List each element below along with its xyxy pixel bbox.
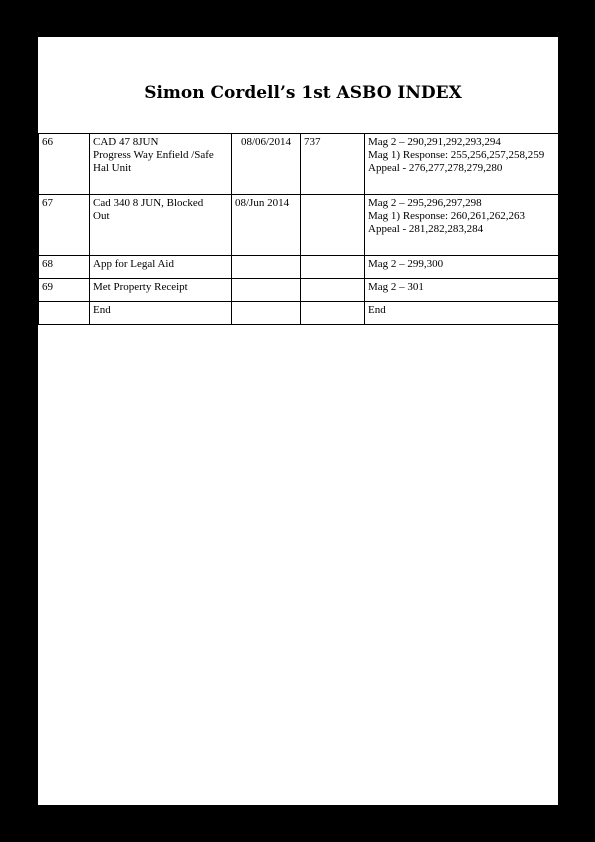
- row-description: [90, 302, 232, 325]
- row-number: 67: [39, 195, 90, 256]
- row-reference: [301, 302, 365, 325]
- index-table: [38, 133, 559, 325]
- description-line: Hal Unit: [93, 162, 132, 174]
- pages-line: Mag 1) Response: 255,256,257,258,259: [368, 149, 545, 161]
- pages-line: Mag 2 – 295,296,297,298: [368, 197, 482, 209]
- document-page: [38, 37, 558, 805]
- table-row: [39, 279, 559, 302]
- pages-line: End: [368, 304, 386, 316]
- row-number: [39, 302, 90, 325]
- row-description: [90, 134, 232, 195]
- row-date: [232, 279, 301, 302]
- row-date: 08/Jun 2014: [232, 195, 301, 256]
- row-date: [232, 302, 301, 325]
- description-line: Progress Way Enfield /Safe: [93, 149, 214, 161]
- row-description: [90, 256, 232, 279]
- pages-line: Mag 1) Response: 260,261,262,263: [368, 210, 526, 222]
- row-number: 69: [39, 279, 90, 302]
- description-line: Out: [93, 210, 110, 222]
- table-row: [39, 256, 559, 279]
- description-line: End: [93, 304, 111, 316]
- row-number: 68: [39, 256, 90, 279]
- row-date: [232, 256, 301, 279]
- description-line: App for Legal Aid: [93, 258, 174, 270]
- row-description: [90, 195, 232, 256]
- table-row: [39, 134, 559, 195]
- pages-line: Mag 2 – 301: [368, 281, 424, 293]
- row-reference: 737: [301, 134, 365, 195]
- row-reference: [301, 195, 365, 256]
- pages-line: Appeal - 281,282,283,284: [368, 223, 484, 235]
- pages-line: Appeal - 276,277,278,279,280: [368, 162, 503, 174]
- row-pages: [365, 256, 559, 279]
- row-pages: [365, 134, 559, 195]
- row-reference: [301, 279, 365, 302]
- description-line: Met Property Receipt: [93, 281, 188, 293]
- row-date: 08/06/2014: [232, 134, 301, 195]
- row-pages: [365, 279, 559, 302]
- table-row: [39, 195, 559, 256]
- pages-line: Mag 2 – 299,300: [368, 258, 444, 270]
- row-pages: [365, 302, 559, 325]
- row-pages: [365, 195, 559, 256]
- page-title: Simon Cordell’s 1st ASBO INDEX: [144, 83, 462, 103]
- pages-line: Mag 2 – 290,291,292,293,294: [368, 136, 501, 148]
- description-line: CAD 47 8JUN: [93, 136, 159, 148]
- table-row: [39, 302, 559, 325]
- row-number: 66: [39, 134, 90, 195]
- row-reference: [301, 256, 365, 279]
- row-description: [90, 279, 232, 302]
- description-line: Cad 340 8 JUN, Blocked: [93, 197, 204, 209]
